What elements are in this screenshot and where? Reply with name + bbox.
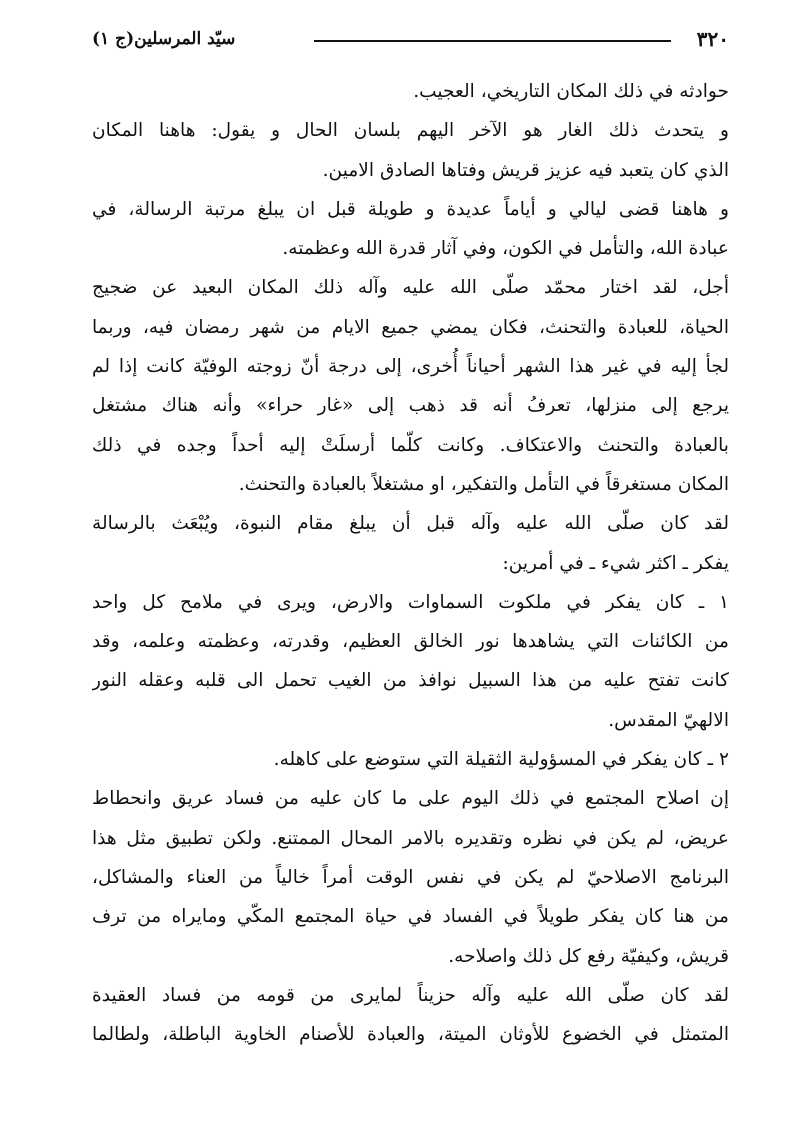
text-line: لقد كان صلّى الله عليه وآله قبل أن يبلغ مقام النبوة، ويُبْعَث بالرسالة: [92, 513, 729, 535]
text-line: الذي كان يتعبد فيه عزيز قريش وفتاها الصادق الامين.: [322, 159, 729, 181]
page-header: [92, 24, 729, 54]
text-line: يرجع إلى منزلها، تعرفُ أنه قد ذهب إلى «غار حراء» وأنه هناك مشتغل: [92, 395, 729, 417]
text-line: لقد كان صلّى الله عليه وآله حزيناً لمايرى من قومه من فساد العقيدة: [92, 984, 729, 1006]
text-line: حوادثه في ذلك المكان التاريخي، العجيب.: [413, 81, 729, 102]
text-line: أجل، لقد اختار محمّد صلّى الله عليه وآله ذلك المكان البعيد عن ضجيج: [92, 277, 729, 299]
text-line: البرنامج الاصلاحيّ لم يكن في نفس الوقت أمراً خالياً من العناء والمشاكل،: [92, 866, 729, 888]
text-line: عريض، لم يكن في نظره وتقديره بالامر المحال الممتنع. ولكن تطبيق مثل هذا: [92, 827, 729, 849]
text-line: من الكائنات التي يشاهدها نور الخالق العظيم، وقدرته، وعظمته وعلمه، وقد: [92, 631, 729, 653]
text-line: ١ ـ كان يفكر في ملكوت السماوات والارض، ويرى في ملامح كل واحد: [92, 591, 729, 613]
text-line: من هنا كان يفكر طويلاً في الفساد في حياة المجتمع المكّي ومايراه من ترف: [92, 906, 729, 928]
body-text: [92, 72, 729, 1054]
text-line: و هاهنا قضى ليالي و أياماً عديدة و طويلة قبل ان يبلغ مرتبة الرسالة، في: [92, 198, 729, 220]
text-line: بالعبادة والتحنث والاعتكاف. وكانت كلّما أرسلَتْ إليه أحداً وجده في ذلك: [92, 434, 729, 456]
text-line: المتمثل في الخضوع للأوثان الميتة، والعبادة للأصنام الخاوية الباطلة، ولطالما: [92, 1024, 729, 1046]
text-line: الحياة، للعبادة والتحنث، فكان يمضي جميع الايام من شهر رمضان فيه، وربما: [92, 316, 729, 338]
text-line: الالهيّ المقدس.: [608, 709, 729, 731]
header-rule: [314, 40, 671, 42]
page-number: ٣٢٠: [696, 27, 729, 51]
running-title: سيّد المرسلين(ج ١): [92, 29, 236, 49]
text-line: ٢ ـ كان يفكر في المسؤولية الثقيلة التي ستوضع على كاهله.: [273, 749, 729, 771]
text-line: قريش، وكيفيّة رفع كل ذلك واصلاحه.: [448, 945, 729, 967]
text-line: إن اصلاح المجتمع في ذلك اليوم على ما كان عليه من فساد عريق وانحطاط: [92, 788, 729, 810]
text-line: كانت تفتح عليه من هذا السبيل نوافذ من الغيب تحمل الى قلبه وعقله النور: [92, 670, 729, 692]
text-line: المكان مستغرقاً في التأمل والتفكير، او مشتغلاً بالعبادة والتحنث.: [238, 473, 729, 495]
text-line: عبادة الله، والتأمل في الكون، وفي آثار قدرة الله وعظمته.: [282, 238, 729, 260]
text-line: و يتحدث ذلك الغار هو الآخر اليهم بلسان الحال و يقول: هاهنا المكان: [92, 120, 729, 142]
text-line: لجأ إليه في غير هذا الشهر أحياناً أُخرى، إلى درجة أنّ زوجته الوفيّة كانت إذا لم: [92, 356, 729, 378]
text-line: يفكر ـ اكثر شيء ـ في أمرين:: [502, 552, 729, 574]
